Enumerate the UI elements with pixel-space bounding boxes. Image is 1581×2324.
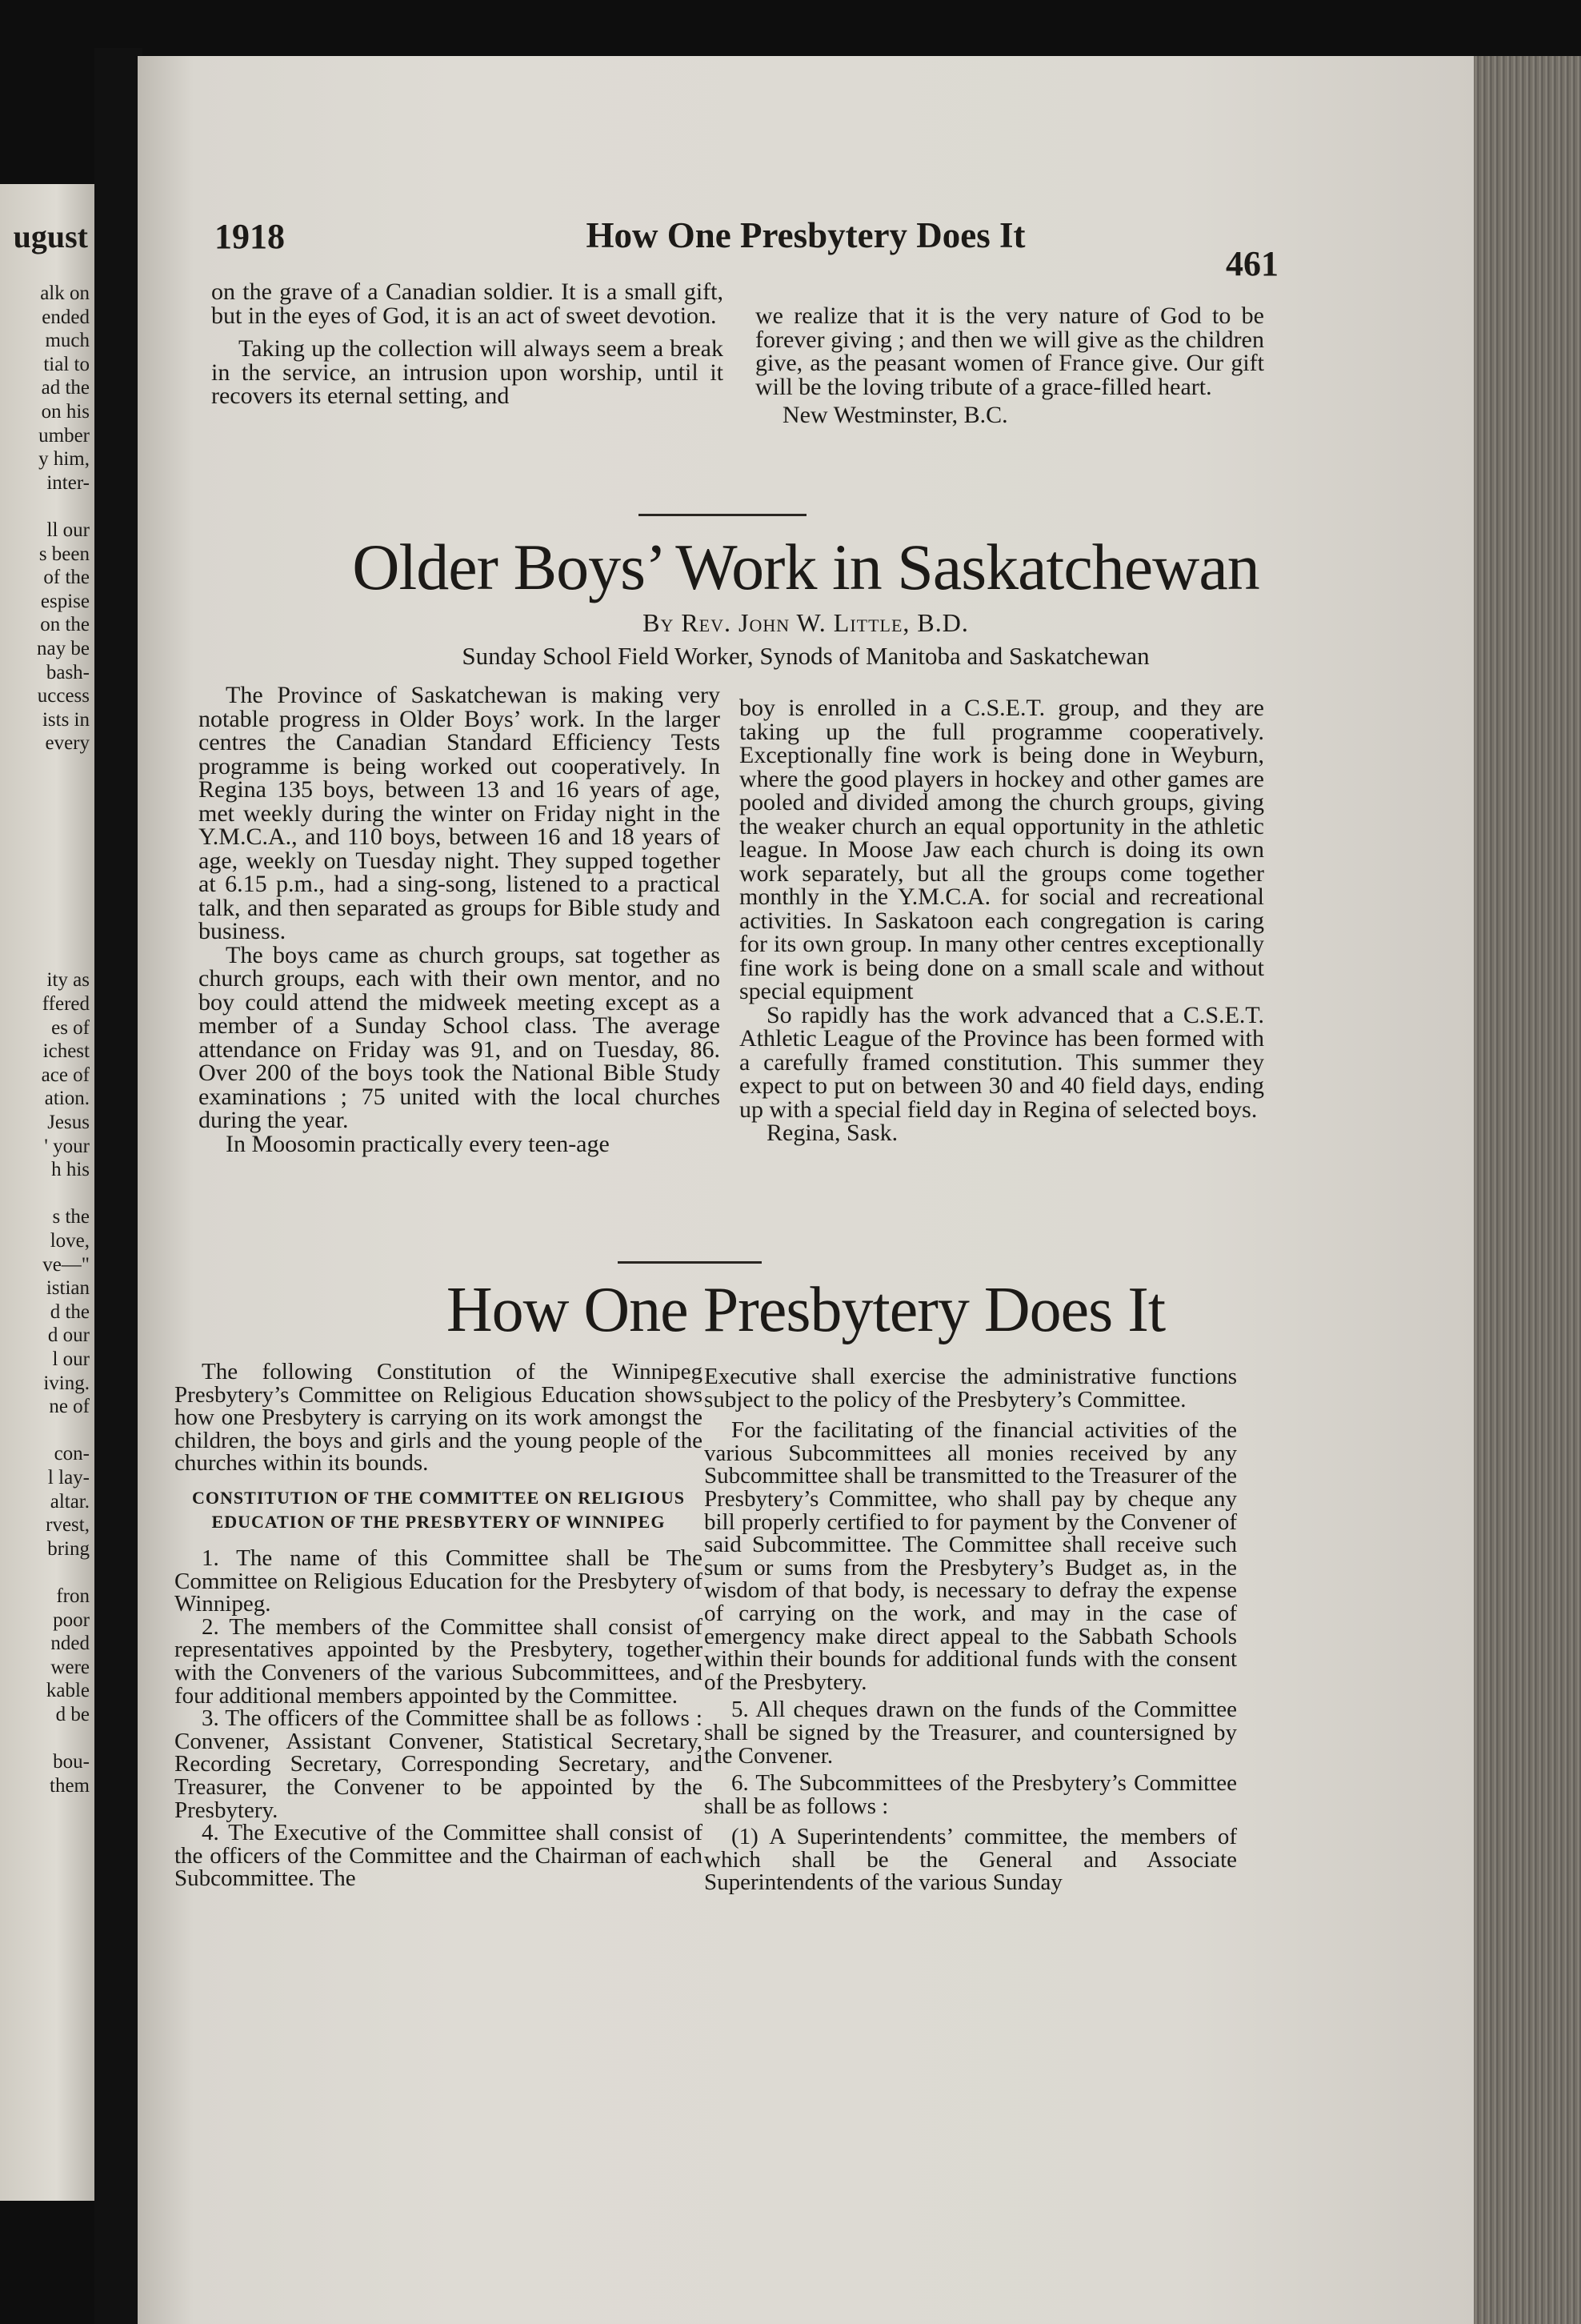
section-heading: CONSTITUTION OF THE COMMITTEE ON RELIGIOUS EDUCATION OF THE PRESBYTERY OF WINNIPEG	[192, 1487, 685, 1532]
adjacent-page-line: bring	[47, 1537, 90, 1560]
adjacent-page-line: much	[45, 330, 90, 352]
paragraph: 6. The Subcommittees of the Presbytery’s Committee shall be as follows :	[704, 1770, 1237, 1819]
adjacent-page-line: inter-	[46, 471, 90, 494]
adjacent-page-line: con-	[54, 1443, 90, 1465]
adjacent-page-line: s the	[52, 1206, 90, 1228]
paragraph: For the facilitating of the financial activities of the various Subcommittees all monies received by any Subcommittee shall be transmitted to the Treasurer of the Presbytery’s Committee, who shall pay by cheque any bill properly certified to for payment by the Convener of said Subcommittee. The Committee shall receive such sum or sums from the Presbytery’s Budget as, in the wisdom of that body, is necessary to defray the expense of carrying on the work, and may in the case of emergency make direct appeal to the Sabbath Schools within their bounds for additional funds with the consent of the Presbytery.	[704, 1417, 1237, 1695]
paragraph: 1. The name of this Committee shall be The Committee on Religious Education for the Presbytery of Winnipeg.	[174, 1545, 702, 1617]
article-author-position: Sunday School Field Worker, Synods of Manitoba and Saskatchewan	[462, 642, 1150, 670]
paragraph: In Moosomin practically every teen-age	[226, 1130, 610, 1157]
adjacent-page-line: espise	[40, 590, 90, 612]
paragraph: 5. All cheques drawn on the funds of the Committee shall be signed by the Treasurer, and countersigned by the Convener.	[704, 1697, 1237, 1769]
adjacent-page-line: ne of	[49, 1396, 90, 1418]
adjacent-page-line: Jesus	[47, 1112, 90, 1133]
paragraph: The boys came as church groups, sat together as church groups, each with their own mentor, and no boy could attend the midweek meeting except as a member of a Sunday School class. The average attendance on Friday was 91, and on Tuesday, 86. Over 200 of the boys took the National Bible Study examinations ; 75 united with the local churches during the year.	[198, 941, 720, 1133]
page-edges	[1474, 56, 1581, 2324]
running-head-year: 1918	[214, 217, 285, 256]
page-number: 461	[1226, 244, 1279, 283]
paragraph: 2. The members of the Committee shall consist of representatives appointed by the Presbytery, together with the Conveners of the various Subcommittees, and four additional members appointed by the Committee.	[174, 1613, 702, 1709]
adjacent-page-header: ugust	[13, 218, 88, 254]
paragraph: on the grave of a Canadian soldier. It is a small gift, but in the eyes of God, it is an act of sweet devotion.	[211, 278, 723, 329]
adjacent-page-line: ichest	[42, 1040, 90, 1063]
book-page	[138, 56, 1474, 2324]
article2-right-column	[704, 1365, 1237, 1894]
adjacent-page-line: nded	[50, 1633, 90, 1655]
paragraph: 4. The Executive of the Committee shall consist of the officers of the Committee and the Chairman of each Subcommittee. The	[174, 1820, 702, 1892]
paragraph: we realize that it is the very nature of God to be forever giving ; and then we will give as the children give, as the peasant women of France give. Our gift will be the loving tribute of a grace-filled heart.	[755, 303, 1264, 400]
prev-article-left-column	[211, 280, 723, 408]
paragraph: Taking up the collection will always seem a break in the service, an intrusion upon worship, until it recovers its eternal setting, and	[211, 335, 723, 409]
adjacent-page-line: ' your	[44, 1135, 90, 1157]
paragraph: boy is enrolled in a C.S.E.T. group, and they are taking up the full programme cooperatively. Exceptionally fine work is being done in Weyburn, where the good players in hockey and other games are pooled and divided among the church groups, giving the weaker church an equal opportunity in the athletic league. In Moose Jaw each church is doing its own work separately, but all the groups come together monthly in the Y.M.C.A. for social and recreational activities. In Saskatoon each congregation is caring for its own group. In many other centres exceptionally fine work is being done on a small scale and without special equipment	[739, 695, 1264, 1004]
adjacent-page-line: ation.	[44, 1088, 90, 1110]
adjacent-page-line: ffered	[42, 993, 90, 1015]
adjacent-page-line: iving.	[43, 1372, 90, 1394]
adjacent-page-line: nay be	[37, 638, 90, 659]
adjacent-page-line: d the	[50, 1300, 90, 1323]
adjacent-page-line: l our	[52, 1348, 90, 1370]
article-title: Older Boys’ Work in Saskatchewan	[352, 531, 1259, 603]
place-signature: Regina, Sask.	[766, 1120, 899, 1146]
paragraph: 3. The officers of the Committee shall be as follows : Convener, Assistant Convener, Statistical Secretary, Recording Secretary, Corresponding Secretary, and Treasurer, the Convener to be appointed by the Presbytery.	[174, 1705, 702, 1823]
adjacent-page-line: on his	[41, 401, 90, 423]
adjacent-page-line: on the	[40, 614, 90, 636]
adjacent-page-line: umber	[38, 424, 90, 447]
book-gutter	[94, 48, 142, 2324]
adjacent-page-line: d our	[47, 1324, 90, 1347]
adjacent-page-line: ad the	[41, 377, 90, 399]
separator-rule	[618, 1261, 762, 1264]
adjacent-page-line: d be	[55, 1704, 90, 1725]
adjacent-page-line: y him,	[38, 448, 90, 471]
adjacent-page-line: es of	[51, 1016, 90, 1039]
adjacent-page-line: ity as	[46, 969, 90, 992]
adjacent-page-line: ended	[42, 306, 90, 328]
adjacent-page-line: kable	[46, 1680, 90, 1702]
adjacent-page-strip	[0, 184, 94, 2201]
place-signature: New Westminster, B.C.	[782, 402, 1008, 428]
adjacent-page-line: rvest,	[46, 1514, 90, 1537]
adjacent-page-line: tial to	[43, 353, 90, 375]
article-title: How One Presbytery Does It	[446, 1275, 1166, 1345]
adjacent-page-line: love,	[50, 1230, 90, 1252]
prev-article-right-column	[755, 304, 1264, 427]
separator-rule	[638, 514, 807, 516]
paragraph: The Province of Saskatchewan is making very notable progress in Older Boys’ work. In the larger centres the Canadian Standard Efficiency Tests programme is being worked out cooperatively. In Regina 135 boys, between 13 and 16 years of age, met weekly during the winter on Friday night in the Y.M.C.A., and 110 boys, between 16 and 18 years of age, weekly on Tuesday night. They supped together at 6.15 p.m., had a sing-song, listened to a practical talk, and then separated as groups for Bible study and business.	[198, 682, 720, 944]
adjacent-page-line: istian	[46, 1277, 90, 1300]
adjacent-page-line: poor	[53, 1609, 90, 1631]
adjacent-page-line: ve—"	[42, 1253, 90, 1276]
paragraph: So rapidly has the work advanced that a C.S.E.T. Athletic League of the Province has been formed with a carefully framed constitution. This summer they expect to put on between 30 and 40 field days, ending up with a special field day in Regina of selected boys.	[739, 1001, 1264, 1123]
running-head-title: How One Presbytery Does It	[586, 215, 1026, 255]
adjacent-page-line: bash-	[46, 661, 90, 683]
adjacent-page-line: s been	[38, 543, 90, 565]
adjacent-page-line: of the	[43, 567, 90, 589]
adjacent-page-line: altar.	[50, 1490, 90, 1513]
article1-left-column	[198, 683, 720, 1156]
adjacent-page-line: l lay-	[47, 1467, 90, 1489]
adjacent-page-line: them	[50, 1774, 90, 1797]
article-byline: By Rev. John W. Little, B.D.	[642, 608, 969, 637]
paragraph: (1) A Superintendents’ committee, the members of which shall be the General and Associate Superintendents of the various Sunday	[704, 1824, 1237, 1896]
adjacent-page-line: ll our	[46, 519, 90, 541]
adjacent-page-line: were	[50, 1656, 90, 1678]
adjacent-page-line: ists in	[42, 708, 90, 731]
paragraph: Executive shall exercise the administrative functions subject to the policy of the Presbytery’s Committee.	[704, 1364, 1237, 1412]
adjacent-page-line: h his	[51, 1159, 90, 1181]
adjacent-page-line: bou-	[53, 1751, 90, 1773]
adjacent-page-line: ace of	[41, 1064, 90, 1086]
adjacent-page-line: uccess	[37, 685, 90, 707]
article1-right-column	[739, 696, 1264, 1145]
article2-left-column	[174, 1360, 702, 1890]
adjacent-page-line: fron	[56, 1585, 90, 1607]
paragraph: The following Constitution of the Winnipeg Presbytery’s Committee on Religious Education shows how one Presbytery is carrying on its work amongst the children, the boys and girls and the young people of the churches within its bounds.	[174, 1359, 702, 1477]
adjacent-page-line: every	[45, 732, 90, 755]
adjacent-page-line: alk on	[40, 282, 90, 304]
